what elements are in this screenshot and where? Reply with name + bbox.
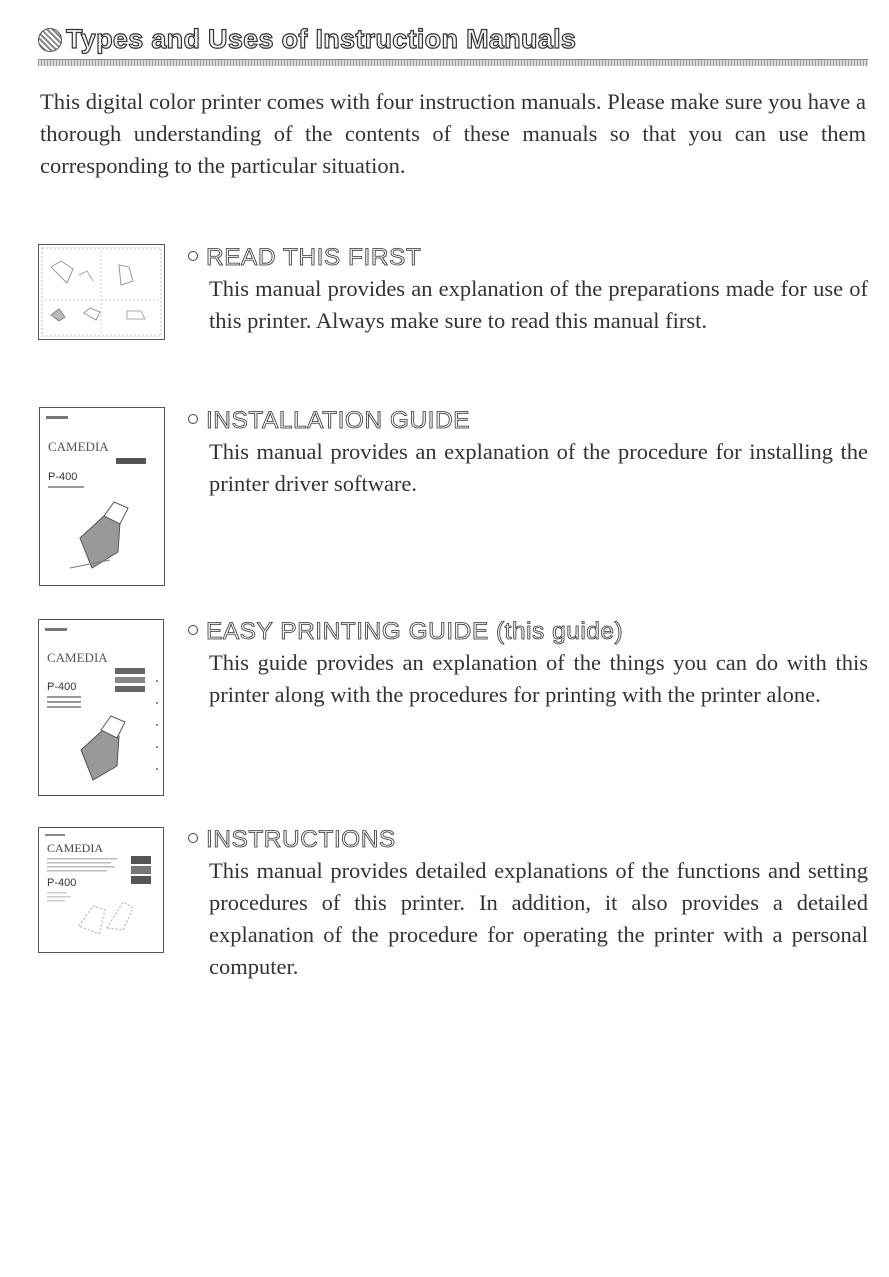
bullet-icon bbox=[38, 28, 62, 52]
manual-thumbnail-easy-printing-guide bbox=[38, 619, 164, 796]
thumb-brand: CAMEDIA bbox=[47, 841, 103, 855]
section-body: This manual provides detailed explanations of the functions and setting procedures of this printer. In addition, it also provides a detailed explanation of the procedure for operating the printer with a personal computer. bbox=[209, 858, 868, 979]
manual-thumbnail-read-this-first bbox=[38, 244, 165, 340]
section-body: This guide provides an explanation of the things you can do with this printer along with the procedures for printing with the printer alone. bbox=[209, 650, 868, 707]
section-body: This manual provides an explanation of the preparations made for use of this printer. Always make sure to read this manual first. bbox=[209, 276, 868, 333]
section-read-this-first bbox=[188, 243, 868, 337]
page-title bbox=[38, 24, 868, 55]
manual-thumbnail-instructions bbox=[38, 827, 164, 953]
section-instructions bbox=[188, 825, 868, 983]
header-rule bbox=[38, 59, 868, 66]
instructions-cover-illustration bbox=[39, 828, 163, 952]
section-title: READ THIS FIRST bbox=[188, 243, 868, 273]
page-title-text: Types and Uses of Instruction Manuals bbox=[66, 24, 577, 54]
thumb-model: P-400 bbox=[48, 471, 78, 483]
section-installation-guide bbox=[188, 406, 868, 500]
easy-printing-guide-cover-illustration bbox=[39, 620, 163, 795]
manual-thumbnail-installation-guide bbox=[39, 407, 165, 586]
bullet-icon bbox=[188, 251, 198, 261]
thumb-model: P-400 bbox=[47, 877, 77, 889]
bullet-icon bbox=[188, 625, 198, 635]
page-header bbox=[38, 24, 868, 66]
thumb-brand: CAMEDIA bbox=[47, 650, 108, 665]
section-title: INSTRUCTIONS bbox=[188, 825, 868, 855]
section-title: EASY PRINTING GUIDE (this guide) bbox=[188, 617, 868, 647]
read-this-first-sheet-illustration bbox=[39, 245, 164, 339]
bullet-icon bbox=[188, 833, 198, 843]
installation-guide-cover-illustration bbox=[40, 408, 164, 585]
section-body: This manual provides an explanation of the procedure for installing the printer driver software. bbox=[209, 439, 868, 496]
section-easy-printing-guide bbox=[188, 617, 868, 711]
section-title: INSTALLATION GUIDE bbox=[188, 406, 868, 436]
thumb-model: P-400 bbox=[47, 681, 77, 693]
intro-paragraph: This digital color printer comes with four instruction manuals. Please make sure you have a thorough understanding of the contents of these manuals so that you can use them corresponding to the particular situation. bbox=[40, 89, 866, 178]
thumb-brand: CAMEDIA bbox=[48, 439, 109, 454]
bullet-icon bbox=[188, 414, 198, 424]
